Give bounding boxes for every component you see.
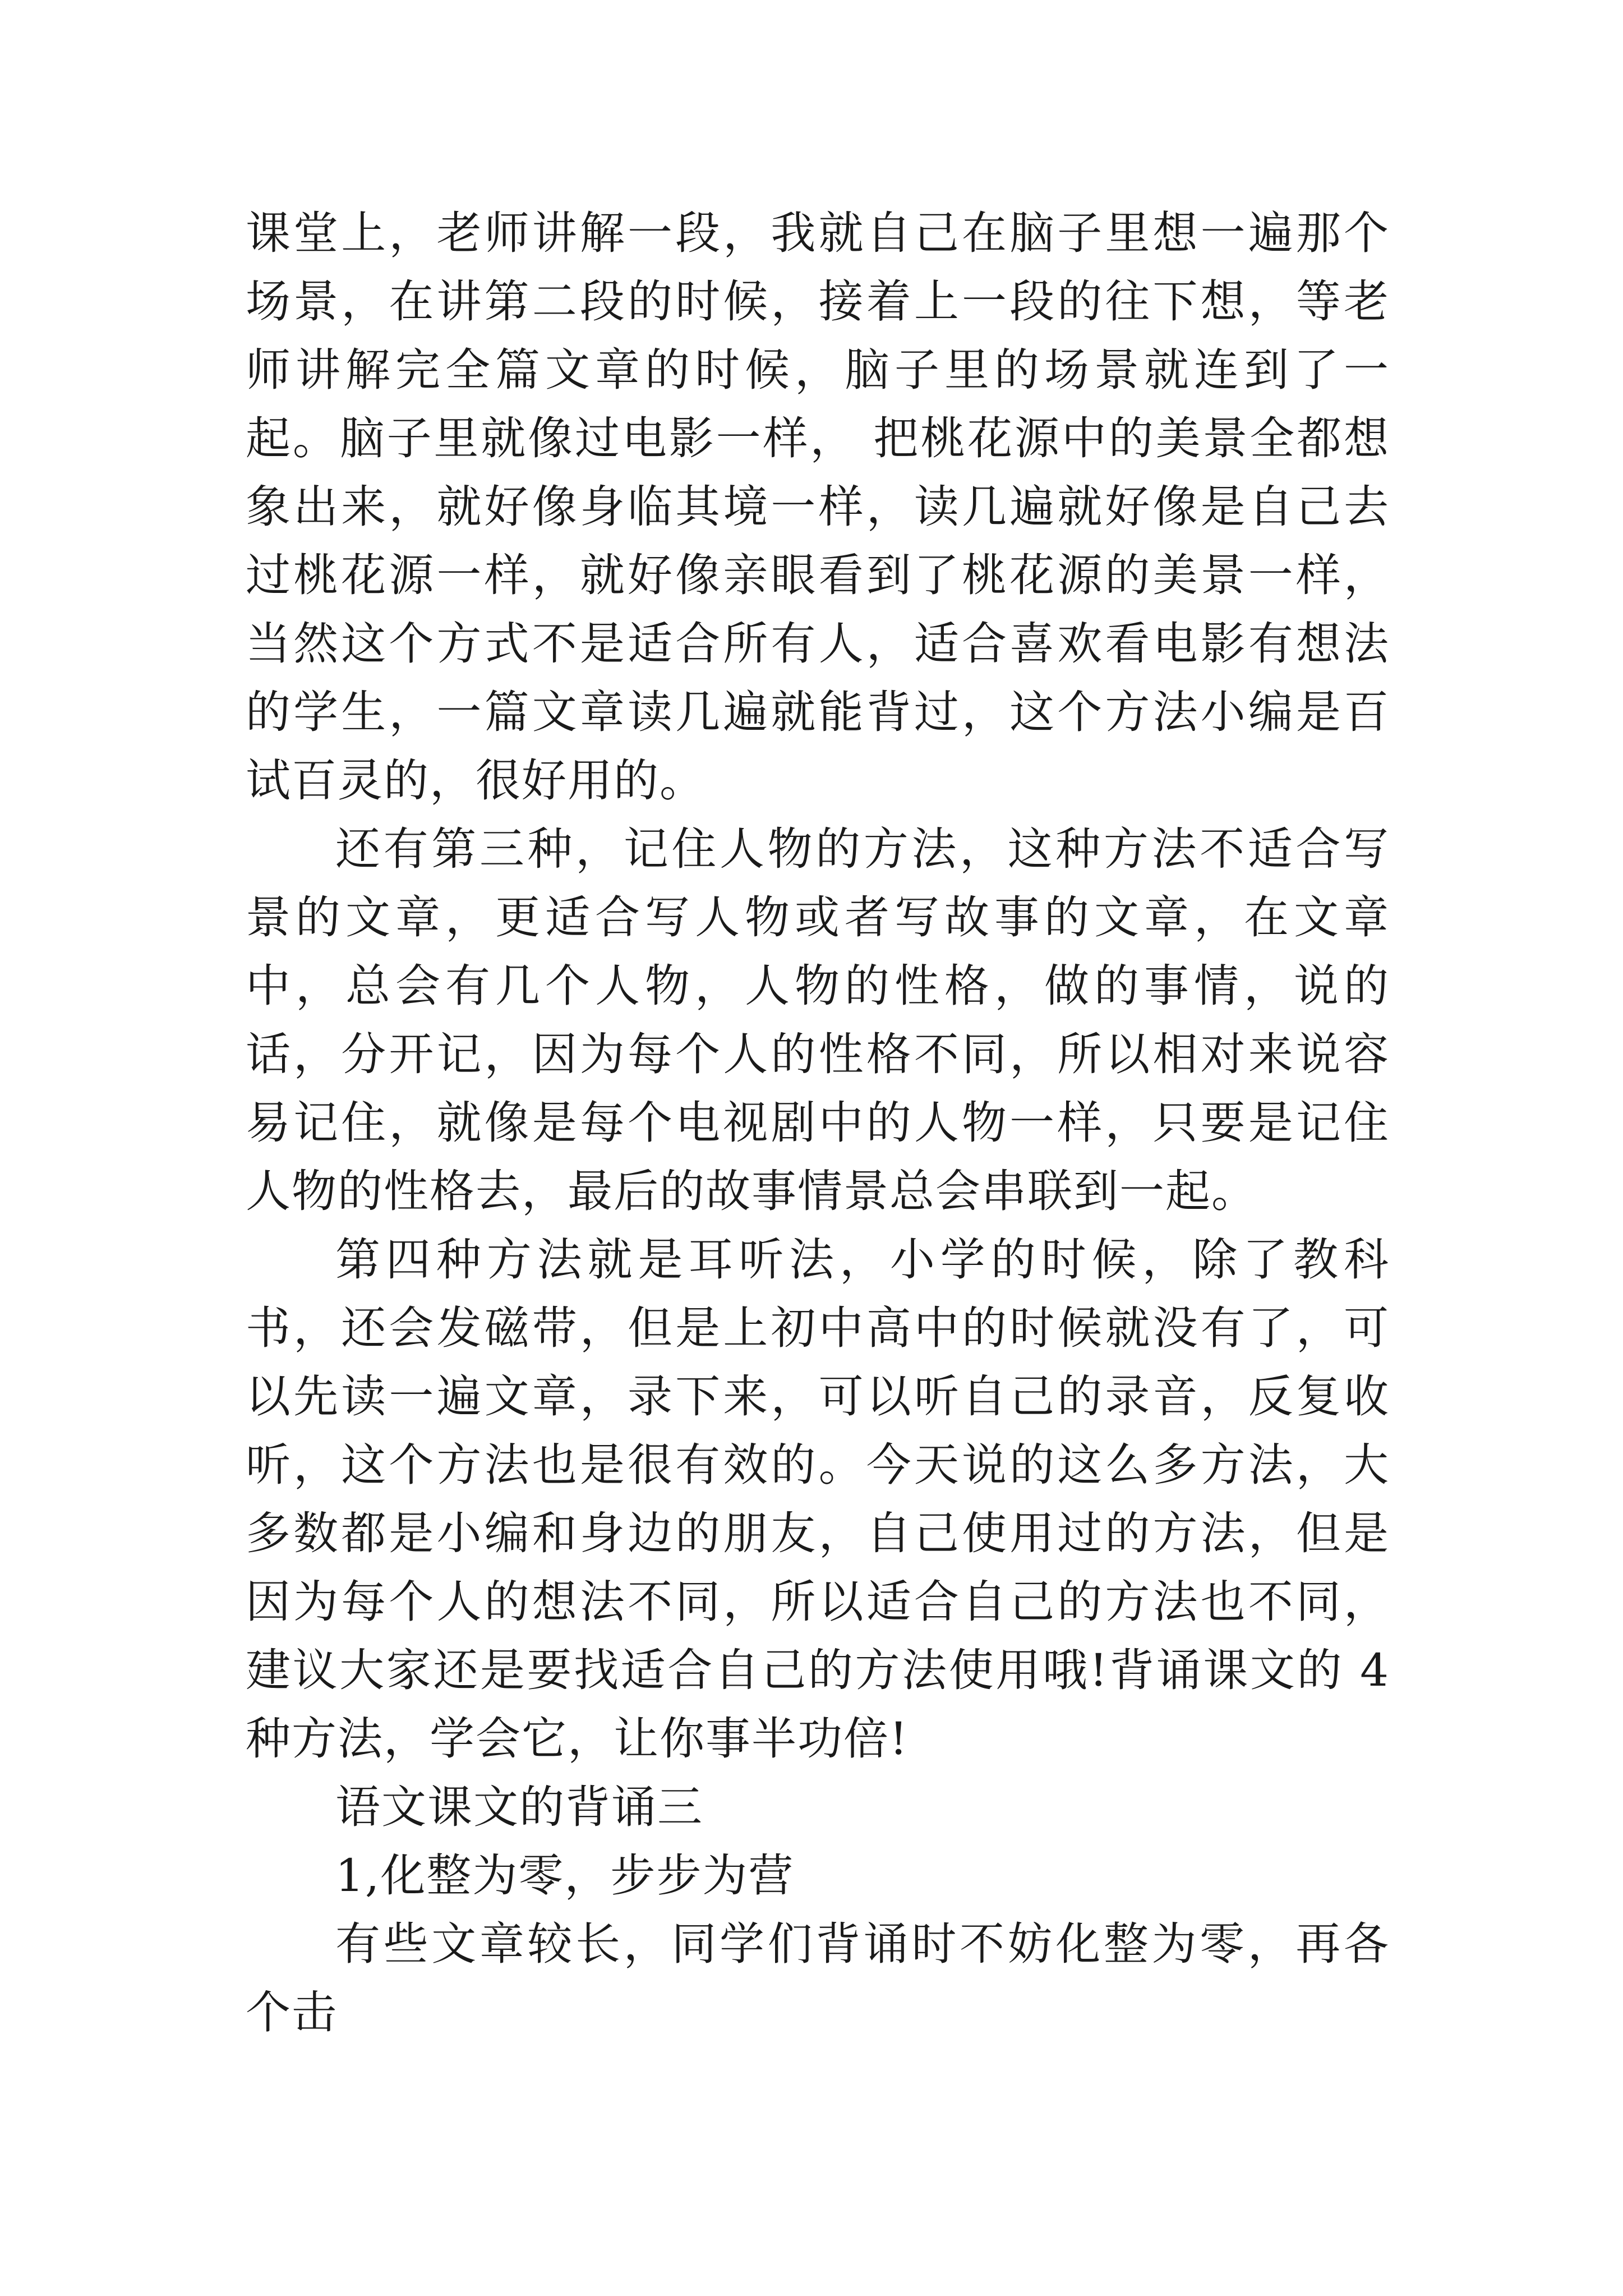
paragraph-3: 第四种方法就是耳听法，小学的时候，除了教科书，还会发磁带，但是上初中高中的时候就没有了，可以先读一遍文章，录下来，可以听自己的录音，反复收听，这个方法也是很有效的。今天说的这么多方法，大多数都是小编和身边的朋友，自己使用过的方法，但是因为每个人的想法不同，所以适合自己的方法也不同，建议大家还是要找适合自己的方法使用哦!背诵课文的 4 种方法，学会它，让你事半功倍! [246, 1234, 1390, 1765]
paragraph-6: 有些文章较长，同学们背诵时不妨化整为零，再各个击 [246, 1918, 1390, 2039]
section-heading: 语文课文的背诵三 [335, 1781, 703, 1833]
document-body [246, 199, 1390, 2047]
paragraph-1: 课堂上，老师讲解一段，我就自己在脑子里想一遍那个场景，在讲第二段的时候，接着上一段的往下想，等老师讲解完全篇文章的时候，脑子里的场景就连到了一起。脑子里就像过电影一样， 把桃花源中的美景全都想象出来，就好像身临其境一样，读几遍就好像是自己去过桃花源一样，就好像亲眼看到了桃花源的美景一样，当然这个方式不是适合所有人，适合喜欢看电影有想法的学生，一篇文章读几遍就能背过，这个方法小编是百试百灵的，很好用的。 [246, 207, 1390, 807]
paragraph-2: 还有第三种，记住人物的方法，这种方法不适合写景的文章，更适合写人物或者写故事的文章，在文章中，总会有几个人物，人物的性格，做的事情，说的话，分开记，因为每个人的性格不同，所以相对来说容易记住，就像是每个电视剧中的人物一样，只要是记住人物的性格去，最后的故事情景总会串联到一起。 [246, 823, 1390, 1217]
subsection-heading: 1,化整为零，步步为营 [335, 1849, 795, 1902]
